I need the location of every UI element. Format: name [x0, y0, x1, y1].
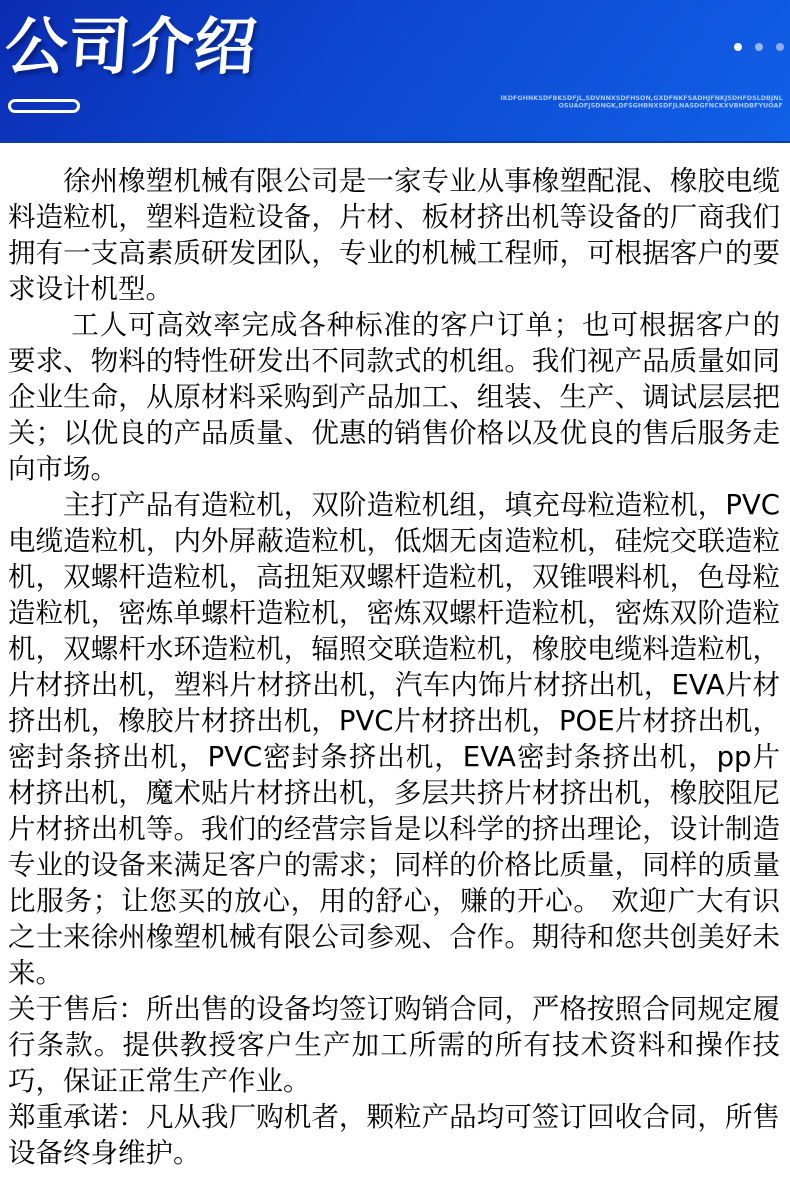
watermark-line: IKDFGHNKSDFBKSDFJL,SDVNNXSDFHSON,GXDFNKFSADHJFNKJSDHFDSLDBJNL: [500, 94, 783, 102]
paragraph-quality-policy: 工人可高效率完成各种标准的客户订单；也可根据客户的要求、物料的特性研发出不同款式的机组。我们视产品质量如同企业生命，从原材料采购到产品加工、组装、生产、调试层层把关；以优良的产品质量、优惠的销售价格以及优良的售后服务走向市场。: [8, 309, 780, 485]
paragraph-after-sales: 关于售后：所出售的设备均签订购销合同，严格按照合同规定履行条款。提供教授客户生产加工所需的所有技术资料和操作技巧，保证正常生产作业。: [8, 993, 780, 1097]
page-header: [0, 0, 790, 143]
carousel-dot-active[interactable]: [734, 43, 742, 51]
paragraph-product-list: 主打产品有造粒机，双阶造粒机组，填充母粒造粒机，PVC电缆造粒机，内外屏蔽造粒机，低烟无卤造粒机，硅烷交联造粒机，双螺杆造粒机，高扭矩双螺杆造粒机，双锥喂料机，色母粒造粒机，密炼单螺杆造粒机，密炼双螺杆造粒机，密炼双阶造粒机，双螺杆水环造粒机，辐照交联造粒机，橡胶电缆料造粒机，片材挤出机，塑料片材挤出机，汽车内饰片材挤出机，EVA片材挤出机，橡胶片材挤出机，PVC片材挤出机，POE片材挤出机，密封条挤出机，PVC密封条挤出机，EVA密封条挤出机，pp片材挤出机，魔术贴片材挤出机，多层共挤片材挤出机，橡胶阻尼片材挤出机等。我们的经营宗旨是以科学的挤出理论，设计制造专业的设备来满足客户的需求；同样的价格比质量，同样的质量比服务；让您买的放心，用的舒心，赚的开心。 欢迎广大有识之士来徐州橡塑机械有限公司参观、合作。期待和您共创美好未来。: [8, 489, 780, 989]
carousel-dot[interactable]: [776, 43, 784, 51]
company-introduction-body: [0, 143, 790, 1171]
watermark-text: [501, 94, 783, 109]
carousel-dot[interactable]: [755, 43, 763, 51]
paragraph-solemn-promise: 郑重承诺：凡从我厂购机者，颗粒产品均可签订回收合同，所售设备终身维护。: [8, 1101, 780, 1169]
pill-outline-decoration: [8, 99, 80, 113]
carousel-dots: [734, 43, 784, 51]
paragraph-company-overview: 徐州橡塑机械有限公司是一家专业从事橡塑配混、橡胶电缆料造粒机，塑料造粒设备，片材、板材挤出机等设备的厂商我们拥有一支高素质研发团队，专业的机械工程师，可根据客户的要求设计机型。: [8, 165, 780, 305]
page-title: 公司介绍: [2, 10, 260, 83]
watermark-line: OSUAOFJSDNGK,DFSGHBNXSDFJLNASDGFNCKXVBHDBFYUOAF: [558, 101, 783, 110]
